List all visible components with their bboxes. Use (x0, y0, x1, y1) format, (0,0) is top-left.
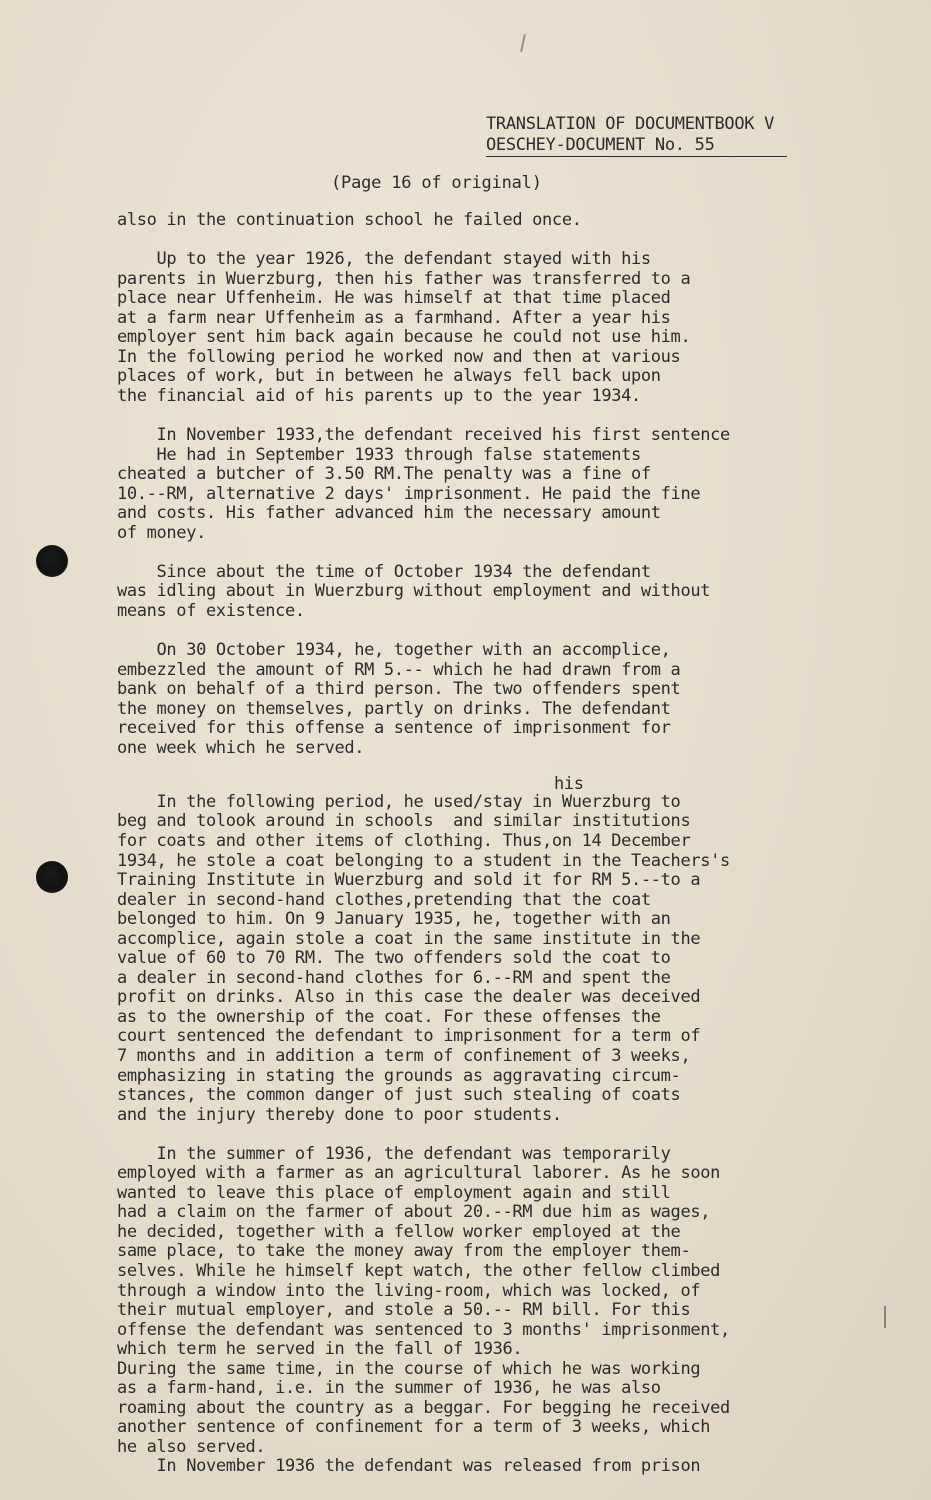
text-line: cheated a butcher of 3.50 RM.The penalty was a fine of (117, 464, 651, 485)
text-line: at a farm near Uffenheim as a farmhand. After a year his (117, 307, 671, 328)
text-line: through a window into the living-room, which was locked, of (117, 1280, 701, 1301)
text-line: In November 1933,the defendant received his first sentence (117, 425, 730, 446)
text-line: he also served. (117, 1436, 266, 1457)
text-line: roaming about the country as a beggar. For begging he received (117, 1397, 730, 1418)
text-line: profit on drinks. Also in this case the dealer was deceived (117, 987, 701, 1008)
text-line: a dealer in second-hand clothes for 6.--RM and spent the (117, 967, 671, 988)
text-line: the money on themselves, partly on drinks. The defendant (117, 698, 671, 719)
text-line: In the following period he worked now and then at various (117, 346, 681, 367)
text-line: In the summer of 1936, the defendant was temporarily (117, 1143, 671, 1164)
page-reference: (Page 16 of original) (331, 173, 542, 193)
paragraph (117, 563, 877, 622)
text-line: On 30 October 1934, he, together with an accomplice, (117, 640, 671, 661)
text-line: belonged to him. On 9 January 1935, he, together with an (117, 909, 671, 930)
paragraph (117, 426, 877, 543)
text-line: selves. While he himself kept watch, the other fellow climbed (117, 1260, 720, 1281)
text-line: court sentenced the defendant to imprisonment for a term of (117, 1026, 701, 1047)
text-line: another sentence of confinement for a term of 3 weeks, which (117, 1417, 711, 1438)
handwritten-insertion: his (554, 773, 584, 794)
text-line: In November 1936 the defendant was released from prison (117, 1456, 701, 1477)
text-line: embezzled the amount of RM 5.-- which he had drawn from a (117, 659, 681, 680)
pencil-mark-top (520, 34, 526, 52)
text-line: 1934, he stole a coat belonging to a student in the Teachers's (117, 850, 730, 871)
paragraph (117, 211, 877, 231)
text-line: 7 months and in addition a term of confinement of 3 weeks, (117, 1045, 691, 1066)
punch-hole-bottom (36, 861, 68, 893)
text-line: He had in September 1933 through false statements (117, 444, 641, 465)
text-line: as to the ownership of the coat. For these offenses the (117, 1006, 661, 1027)
paragraph (117, 773, 877, 1125)
text-line: beg and tolook around in schools and similar institutions (117, 811, 691, 832)
text-line: emphasizing in stating the grounds as aggravating circum- (117, 1065, 681, 1086)
text-line: of money. (117, 522, 206, 543)
text-line: same place, to take the money away from the employer them- (117, 1241, 691, 1262)
text-line: and the injury thereby done to poor students. (117, 1104, 562, 1125)
text-line: In the following period, he used/stay in Wuerzburg to (117, 791, 681, 812)
text-line: for coats and other items of clothing. Thus,on 14 December (117, 830, 691, 851)
text-line: dealer in second-hand clothes,pretending that the coat (117, 889, 651, 910)
text-line: was idling about in Wuerzburg without employment and without (117, 581, 711, 602)
text-line: and costs. His father advanced him the necessary amount (117, 503, 661, 524)
text-line: he decided, together with a fellow worker employed at the (117, 1221, 681, 1242)
text-line: places of work, but in between he always fell back upon (117, 366, 661, 387)
text-line: Since about the time of October 1934 the defendant (117, 561, 651, 582)
text-line: one week which he served. (117, 737, 365, 758)
text-line: During the same time, in the course of which he was working (117, 1358, 701, 1379)
text-line: the financial aid of his parents up to the year 1934. (117, 385, 641, 406)
text-line: place near Uffenheim. He was himself at that time placed (117, 288, 671, 309)
text-line: which term he served in the fall of 1936. (117, 1339, 523, 1360)
text-line: Up to the year 1926, the defendant stayed with his (117, 249, 651, 270)
document-body (117, 211, 877, 1497)
text-line: parents in Wuerzburg, then his father was transferred to a (117, 268, 691, 289)
header-document-number: OESCHEY-DOCUMENT No. 55 (486, 135, 787, 157)
text-line: offense the defendant was sentenced to 3 months' imprisonment, (117, 1319, 730, 1340)
text-line: had a claim on the farmer of about 20.--RM due him as wages, (117, 1202, 711, 1223)
text-line: means of existence. (117, 600, 305, 621)
text-line: stances, the common danger of just such stealing of coats (117, 1085, 681, 1106)
text-line: as a farm-hand, i.e. in the summer of 1936, he was also (117, 1378, 661, 1399)
text-line: 10.--RM, alternative 2 days' imprisonment. He paid the fine (117, 483, 701, 504)
header-title: TRANSLATION OF DOCUMENTBOOK V (486, 114, 775, 134)
text-line: Training Institute in Wuerzburg and sold it for RM 5.--to a (117, 870, 701, 891)
paragraph (117, 641, 877, 758)
text-line: employed with a farmer as an agricultural laborer. As he soon (117, 1163, 720, 1184)
text-line: also in the continuation school he failed once. (117, 210, 582, 230)
document-header (486, 114, 787, 157)
text-line: accomplice, again stole a coat in the same institute in the (117, 928, 701, 949)
text-line: received for this offense a sentence of imprisonment for (117, 718, 671, 739)
text-line: wanted to leave this place of employment again and still (117, 1182, 671, 1203)
paragraph (117, 1145, 877, 1477)
pencil-mark-right (884, 1306, 886, 1328)
text-line: their mutual employer, and stole a 50.-- RM bill. For this (117, 1300, 691, 1321)
punch-hole-top (36, 545, 68, 577)
text-line: bank on behalf of a third person. The two offenders spent (117, 679, 681, 700)
text-line: employer sent him back again because he could not use him. (117, 327, 691, 348)
paragraph (117, 250, 877, 406)
text-line: value of 60 to 70 RM. The two offenders sold the coat to (117, 948, 671, 969)
